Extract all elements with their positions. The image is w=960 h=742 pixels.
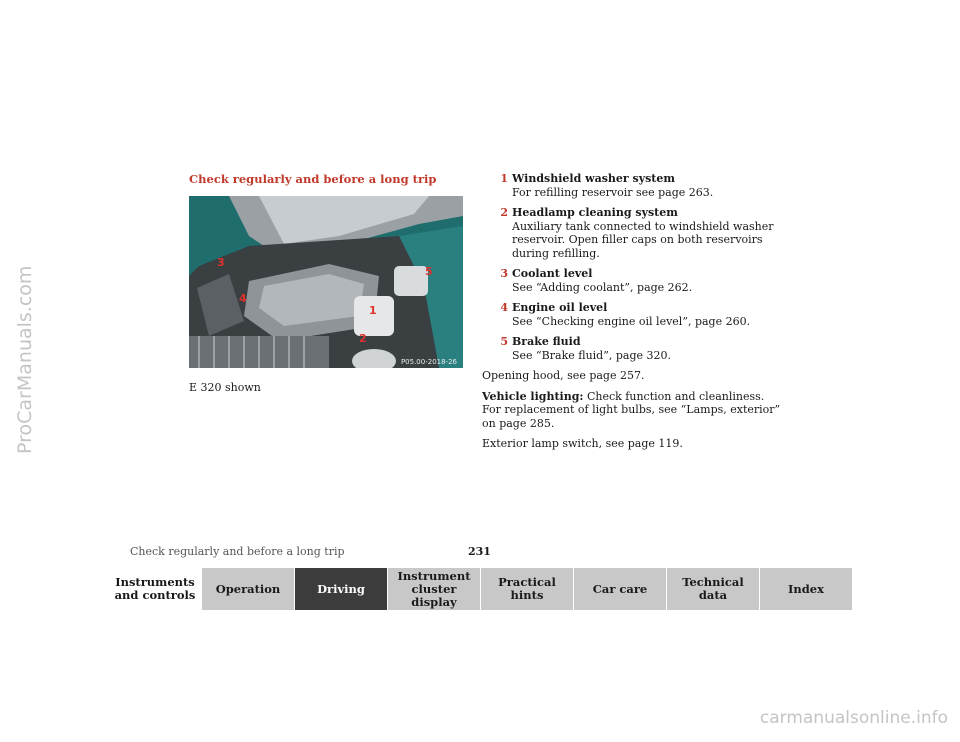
watermark-procarmanuals: ProCarManuals.com xyxy=(14,265,36,454)
instructions-column xyxy=(482,172,782,458)
item-number: 4 xyxy=(500,301,508,314)
item-number: 5 xyxy=(500,335,508,348)
list-item xyxy=(482,206,782,260)
lighting-text: Check function and cleanliness. For replacement of light bulbs, see “Lamps, exterior” on page 285. xyxy=(482,389,781,430)
switch-paragraph: Exterior lamp switch, see page 119. xyxy=(482,437,683,450)
item-text: For refilling reservoir see page 263. xyxy=(512,185,714,199)
callout-4: 4 xyxy=(239,292,247,305)
list-item xyxy=(482,335,782,362)
page-header-title: Check regularly and before a long trip xyxy=(130,545,345,558)
list-item xyxy=(482,267,782,294)
tab-car-care[interactable]: Car care xyxy=(574,568,667,610)
tab-instruments-controls[interactable]: Instruments and controls xyxy=(109,568,202,610)
item-text: See “Adding coolant”, page 262. xyxy=(512,280,693,294)
tab-instrument-cluster[interactable]: Instrument cluster display xyxy=(388,568,481,610)
callout-3: 3 xyxy=(217,256,225,269)
tab-index[interactable]: Index xyxy=(760,568,852,610)
figure-caption: E 320 shown xyxy=(189,381,261,394)
item-title: Engine oil level xyxy=(512,301,608,314)
item-title: Headlamp cleaning system xyxy=(512,206,678,219)
list-item xyxy=(482,301,782,328)
tab-driving[interactable]: Driving xyxy=(295,568,388,610)
item-number: 3 xyxy=(500,267,508,280)
callout-1: 1 xyxy=(369,304,377,317)
item-title: Windshield washer system xyxy=(512,172,676,185)
figure-code: P05.00-2018-26 xyxy=(400,358,457,366)
tab-technical-data[interactable]: Technical data xyxy=(667,568,760,610)
tab-operation[interactable]: Operation xyxy=(202,568,295,610)
lighting-lead: Vehicle lighting: xyxy=(482,389,584,403)
brake-reservoir xyxy=(394,266,428,296)
page-number: 231 xyxy=(468,545,491,558)
item-title: Coolant level xyxy=(512,267,593,280)
hood-paragraph: Opening hood, see page 257. xyxy=(482,369,645,382)
item-text: See “Brake fluid”, page 320. xyxy=(512,348,671,362)
item-number: 2 xyxy=(500,206,508,219)
item-title: Brake fluid xyxy=(512,335,581,348)
list-item xyxy=(482,172,782,199)
item-number: 1 xyxy=(500,172,508,185)
section-title: Check regularly and before a long trip xyxy=(189,172,437,186)
engine-illustration xyxy=(189,196,463,368)
lighting-paragraph xyxy=(482,390,782,431)
chapter-nav xyxy=(109,568,852,610)
callout-2: 2 xyxy=(359,332,367,345)
tab-practical-hints[interactable]: Practical hints xyxy=(481,568,574,610)
item-text: Auxiliary tank connected to windshield washer reservoir. Open filler caps on both reservoirs during refilling. xyxy=(512,219,774,260)
callout-5: 5 xyxy=(425,265,433,278)
engine-compartment-figure xyxy=(189,196,463,368)
item-text: See “Checking engine oil level”, page 260. xyxy=(512,314,751,328)
watermark-carmanualsonline: carmanualsonline.info xyxy=(759,708,948,728)
